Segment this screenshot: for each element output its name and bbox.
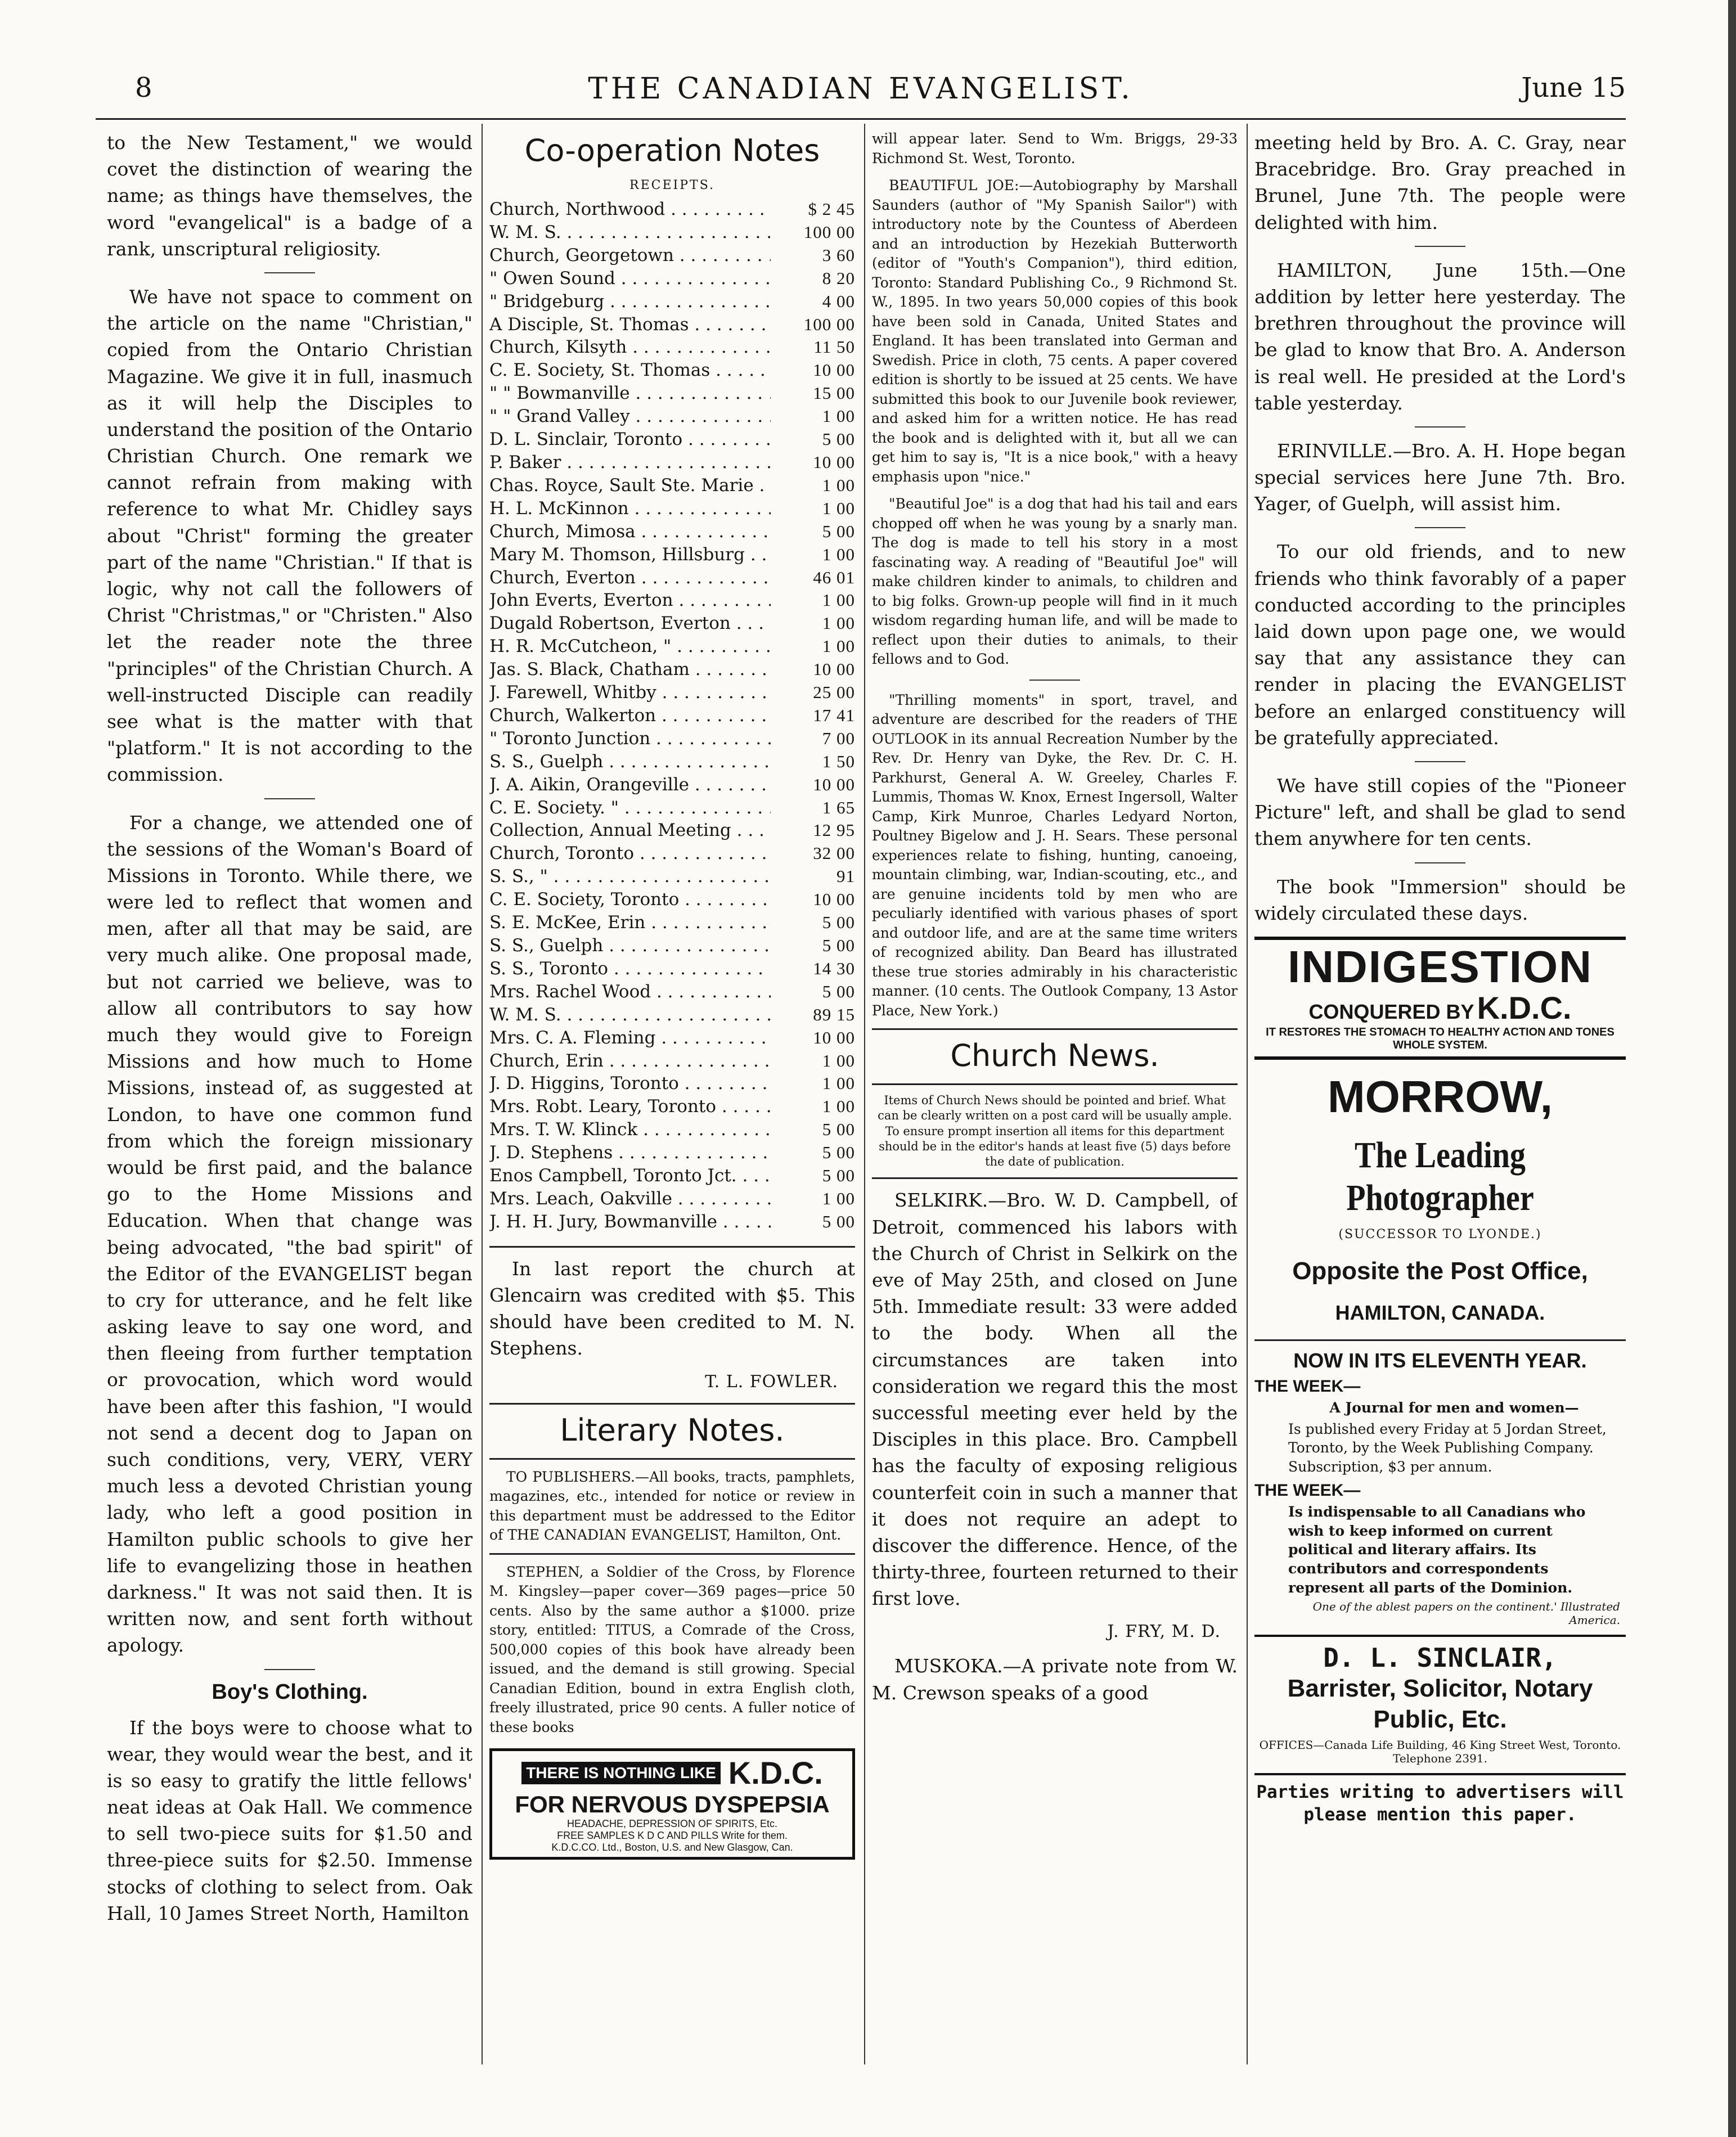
- sinclair-offices: OFFICES—Canada Life Building, 46 King Street West, Toronto. Telephone 2391.: [1259, 1738, 1621, 1765]
- indigestion-headline: INDIGESTION: [1287, 941, 1593, 992]
- kdc-ad-line: THERE IS NOTHING LIKE: [521, 1762, 721, 1784]
- receipt-name: Jas. S. Black, Chatham . . .: [489, 658, 771, 681]
- literary-notes-heading: Literary Notes.: [560, 1412, 785, 1448]
- sinclair-title: Barrister, Solicitor, Notary Public, Etc.: [1287, 1674, 1593, 1733]
- receipt-name: S. S., " . . .: [489, 865, 771, 888]
- receipt-name: S. S., Toronto . . .: [489, 957, 771, 980]
- receipt-name: " Bridgeburg . . .: [489, 290, 771, 313]
- kdc-ad-line: FOR NERVOUS DYSPEPSIA: [515, 1791, 830, 1818]
- receipt-amount: 4 00: [822, 291, 855, 311]
- editorial-paragraph: To our old friends, and to new friends who think favorably of a paper conducted according to the principles laid down upon page one, we would say that any assistance they can render in placing the EVANGELIST before an enlarged constituency will be gratefully appreciated.: [1254, 541, 1626, 749]
- receipt-amount: 17 41: [813, 705, 855, 725]
- divider-rule: [264, 272, 315, 273]
- receipt-amount: 5 00: [822, 981, 855, 1001]
- receipt-row: [489, 405, 855, 428]
- receipt-name: A Disciple, St. Thomas . . .: [489, 313, 771, 336]
- week-label: THE WEEK—: [1254, 1376, 1361, 1396]
- receipt-row: [489, 359, 855, 382]
- receipt-row: [489, 980, 855, 1004]
- receipt-name: Collection, Annual Meeting . . .: [489, 819, 771, 842]
- receipt-amount: 100 00: [803, 314, 855, 334]
- receipt-amount: 1 00: [822, 590, 855, 610]
- receipt-row: [489, 290, 855, 313]
- receipt-row: [489, 313, 855, 336]
- receipt-row: [489, 1027, 855, 1050]
- receipt-amount: 3 60: [822, 245, 855, 265]
- receipt-row: [489, 957, 855, 980]
- receipt-name: Mrs. Leach, Oakville . . .: [489, 1187, 771, 1211]
- receipt-row: [489, 1187, 855, 1211]
- receipt-name: Mrs. C. A. Fleming . . .: [489, 1027, 771, 1050]
- receipt-name: J. D. Higgins, Toronto . . .: [489, 1072, 771, 1095]
- church-news-signature: J. FRY, M. D.: [1107, 1622, 1221, 1642]
- divider-rule: [264, 1669, 315, 1670]
- receipt-row: [489, 382, 855, 405]
- page-title: THE CANADIAN EVANGELIST.: [588, 72, 1134, 106]
- receipt-name: " " Grand Valley . . .: [489, 405, 771, 428]
- church-news-item: ERINVILLE.—Bro. A. H. Hope began special services here June 7th. Bro. Yager, of Guelph, will assist him.: [1254, 439, 1626, 515]
- divider-rule: [1029, 680, 1080, 681]
- receipt-row: [489, 1118, 855, 1141]
- the-week-advertisement: [1254, 1349, 1626, 1627]
- week-text: Is published every Friday at 5 Jordan Street, Toronto, by the Week Publishing Company. Subscription, $3 per annum.: [1288, 1420, 1607, 1475]
- receipt-name: Church, Northwood . . .: [489, 198, 771, 221]
- receipt-row: [489, 543, 855, 566]
- receipt-name: C. E. Society, Toronto . . .: [489, 888, 771, 911]
- receipt-row: [489, 865, 855, 888]
- article-paragraph: For a change, we attended one of the sessions of the Woman's Board of Missions in Toronto. While there, we were led to reflect that women and men, after all that may be said, are very much alike. One proposal made, but not carried we believe, was to allow all contributors to say how much they would give to Foreign Missions and how much to Home Missions, instead of, as suggested at London, to have one common fund from which the foreign missionary would be first paid, and the balance go to the Home Missions and Education. When that change was being advocated, "the bad spirit" of the Editor of the EVANGELIST began to cry for utterance, and he felt like asking leave to say one word, and then fleeing from further temptation or provocation, which word would have been after this fashion, "I would not send a decent dog to Japan on such conditions, very, VERY, VERY much less a devoted Christian young lady, who left a good position in Hamilton public schools to give her life to evangelizing those in heathen darkness." It was not said then. It is written now, and sent forth without apology.: [107, 811, 473, 1657]
- receipt-amount: 1 00: [822, 636, 855, 656]
- church-news-notice: Items of Church News should be pointed and brief. What can be clearly written on a post card will be usually ample. To ensure prompt insertion all items for this department should be in the editor's hands at least five (5) days before the date of publication.: [878, 1094, 1232, 1169]
- receipt-name: Mary M. Thomson, Hillsburg . . .: [489, 543, 771, 566]
- receipt-row: [489, 497, 855, 520]
- receipt-amount: 5 00: [822, 1166, 855, 1186]
- receipt-name: C. E. Society. " . . .: [489, 797, 771, 820]
- receipt-amount: 1 00: [822, 475, 855, 495]
- week-quote: One of the ablest papers on the continent.' Illustrated America.: [1312, 1599, 1620, 1627]
- church-news-heading: Church News.: [950, 1038, 1159, 1073]
- receipt-name: Church, Mimosa . . .: [489, 520, 771, 543]
- week-headline: NOW IN ITS ELEVENTH YEAR.: [1293, 1348, 1587, 1372]
- church-news-item: MUSKOKA.—A private note from W. M. Crewson speaks of a good: [872, 1655, 1238, 1704]
- divider-rule: [1415, 862, 1465, 863]
- receipt-row: [489, 911, 855, 934]
- indigestion-advertisement: [1254, 937, 1626, 1060]
- receipt-amount: 5 00: [822, 429, 855, 449]
- receipt-name: H. L. McKinnon . . .: [489, 497, 771, 520]
- kdc-ad-line: K.D.C.CO. Ltd., Boston, U.S. and New Glasgow, Can.: [551, 1842, 793, 1853]
- article-paragraph: If the boys were to choose what to wear, they would wear the best, and it is so easy to gratify the little fellows' neat ideas at Oak Hall. We commence to sell two-piece suits for $1.50 and three-piece suits for $2.50. Immense stocks of clothing to select from. Oak Hall, 10 James Street North, Hamilton: [107, 1716, 473, 1924]
- receipt-row: [489, 773, 855, 797]
- receipt-row: [489, 198, 855, 221]
- divider-rule: [264, 798, 315, 799]
- receipt-name: Church, Walkerton . . .: [489, 704, 771, 727]
- week-label: THE WEEK—: [1254, 1481, 1361, 1500]
- receipt-row: [489, 1050, 855, 1073]
- column-2: [489, 129, 855, 1860]
- cooperation-notes-heading: Co-operation Notes: [524, 133, 820, 168]
- cooperation-note: In last report the church at Glencairn was credited with $5. This should have been credited to M. N. Stephens.: [489, 1257, 855, 1360]
- receipt-name: " Toronto Junction . . .: [489, 727, 771, 750]
- kdc-advertisement: [489, 1748, 855, 1860]
- receipt-row: [489, 750, 855, 773]
- column-divider: [864, 124, 865, 2064]
- receipt-row: [489, 1141, 855, 1164]
- receipt-amount: 12 95: [813, 820, 855, 840]
- receipt-name: Mrs. Rachel Wood . . .: [489, 980, 771, 1004]
- receipt-amount: 7 00: [822, 728, 855, 748]
- morrow-city: HAMILTON, CANADA.: [1335, 1301, 1545, 1324]
- receipt-amount: 5 00: [822, 935, 855, 955]
- article-paragraph: to the New Testament," we would covet the distinction of wearing the name; as things have themselves, the word "evangelical" is a badge of a rank, unscriptural religiosity.: [107, 132, 473, 260]
- indigestion-tagline: IT RESTORES THE STOMACH TO HEALTHY ACTION AND TONES WHOLE SYSTEM.: [1266, 1025, 1614, 1051]
- receipt-name: Church, Erin . . .: [489, 1050, 771, 1073]
- editorial-paragraph: We have still copies of the "Pioneer Picture" left, and shall be glad to send them anywhere for ten cents.: [1254, 774, 1626, 850]
- receipt-amount: 5 00: [822, 912, 855, 933]
- divider-rule: [489, 1553, 855, 1555]
- page-number: 8: [135, 72, 152, 104]
- receipt-amount: 91: [836, 866, 855, 887]
- receipt-name: W. M. S. . . .: [489, 221, 771, 244]
- kdc-ad-line: FREE SAMPLES K D C AND PILLS Write for them.: [557, 1830, 788, 1842]
- receipt-amount: 1 00: [822, 1050, 855, 1070]
- sinclair-name: D. L. SINCLAIR,: [1323, 1642, 1557, 1673]
- literary-paragraph: will appear later. Send to Wm. Briggs, 29-33 Richmond St. West, Toronto.: [872, 131, 1238, 167]
- divider-rule: [872, 1083, 1238, 1085]
- receipt-row: [489, 336, 855, 359]
- receipt-row: [489, 267, 855, 290]
- receipts-label: RECEIPTS.: [629, 178, 715, 192]
- publishers-notice: TO PUBLISHERS.—All books, tracts, pamphlets, magazines, etc., intended for notice or review in this department must be addressed to the Editor of THE CANADIAN EVANGELIST, Hamilton, Ont.: [489, 1468, 855, 1544]
- receipts-list: [489, 198, 855, 1234]
- receipt-amount: 1 00: [822, 1188, 855, 1208]
- receipt-amount: 1 00: [822, 406, 855, 426]
- receipt-name: Church, Georgetown . . .: [489, 244, 771, 267]
- receipt-row: [489, 612, 855, 635]
- receipt-amount: 32 00: [813, 843, 855, 863]
- receipt-amount: 1 00: [822, 1096, 855, 1117]
- receipt-amount: 10 00: [813, 1027, 855, 1047]
- receipt-amount: 10 00: [813, 774, 855, 794]
- receipt-name: Chas. Royce, Sault Ste. Marie . . .: [489, 474, 771, 497]
- receipt-amount: 14 30: [813, 958, 855, 978]
- book-notice: STEPHEN, a Soldier of the Cross, by Florence M. Kingsley—paper cover—369 pages—price 50 cents. Also by the same author a $1000. prize story, entitled: TITUS, a Comrade of the Cross, 500,000 copies of this book have already been issued, and the demand is still growing. Special Canadian Edition, bound in extra English cloth, freely illustrated, price 90 cents. A fuller notice of these books: [489, 1563, 855, 1735]
- receipt-name: Church, Everton . . .: [489, 566, 771, 590]
- receipt-amount: 8 20: [822, 268, 855, 288]
- receipt-name: John Everts, Everton . . .: [489, 589, 771, 612]
- morrow-location: Opposite the Post Office,: [1292, 1257, 1588, 1285]
- divider-rule: [489, 1246, 855, 1248]
- receipt-amount: 5 00: [822, 1211, 855, 1231]
- morrow-tagline: The Leading Photographer: [1346, 1134, 1534, 1218]
- receipt-amount: 1 00: [822, 544, 855, 564]
- editorial-paragraph: The book "Immersion" should be widely circulated these days.: [1254, 875, 1626, 924]
- receipt-amount: 1 65: [822, 797, 855, 817]
- receipt-name: Dugald Robertson, Everton . . .: [489, 612, 771, 635]
- divider-rule: [1415, 761, 1465, 762]
- receipt-name: " Owen Sound . . .: [489, 267, 771, 290]
- receipt-row: [489, 797, 855, 820]
- divider-rule: [1415, 426, 1465, 428]
- receipt-row: [489, 474, 855, 497]
- receipt-amount: 5 00: [822, 1119, 855, 1140]
- newspaper-page: [96, 68, 1626, 2093]
- divider-rule: [489, 1403, 855, 1405]
- receipt-row: [489, 727, 855, 750]
- receipt-amount: 1 00: [822, 1073, 855, 1094]
- page-date: June 15: [1521, 72, 1626, 104]
- receipt-name: C. E. Society, St. Thomas . . .: [489, 359, 771, 382]
- receipt-amount: 10 00: [813, 360, 855, 380]
- indigestion-subline: CONQUERED BY: [1308, 1000, 1474, 1023]
- boys-clothing-heading: Boy's Clothing.: [212, 1680, 368, 1704]
- morrow-successor: (SUCCESSOR TO LYONDE.): [1338, 1227, 1542, 1241]
- church-news-item: SELKIRK.—Bro. W. D. Campbell, of Detroit, commenced his labors with the Church of Christ in Selkirk on the eve of May 25th, and closed on June 5th. Immediate result: 33 were added to the body. When all the circumstances are taken into consideration we regard this the most successful meeting ever held by the Disciples in this place. Bro. Campbell has the faculty of exposing religious counterfeit coin in such a manner that it does not require an adept to discover the difference. Hence, of the thirty-three, fourteen returned to their first love.: [872, 1189, 1238, 1610]
- receipt-amount: 10 00: [813, 659, 855, 680]
- kdc-brand: K.D.C.: [728, 1755, 823, 1791]
- week-text: Is indispensable to all Canadians who wish to keep informed on current political and literary affairs. Its contributors and correspondents represent all parts of the Dominion.: [1288, 1503, 1586, 1596]
- receipt-amount: 1 00: [822, 613, 855, 633]
- divider-rule: [1415, 527, 1465, 528]
- receipt-amount: 46 01: [813, 567, 855, 587]
- receipt-row: [489, 888, 855, 911]
- week-subtitle: A Journal for men and women—: [1329, 1399, 1579, 1416]
- receipt-row: [489, 1004, 855, 1027]
- receipt-row: [489, 428, 855, 451]
- divider-rule: [489, 1458, 855, 1460]
- receipt-row: [489, 244, 855, 267]
- receipt-name: Church, Kilsyth . . .: [489, 336, 771, 359]
- advertisers-notice: Parties writing to advertisers will please mention this paper.: [1254, 1773, 1626, 1826]
- receipt-name: " " Bowmanville . . .: [489, 382, 771, 405]
- receipt-row: [489, 704, 855, 727]
- receipt-amount: 5 00: [822, 1142, 855, 1163]
- receipt-amount: 100 00: [803, 222, 855, 242]
- scan-edge: [1728, 0, 1736, 2137]
- receipt-row: [489, 1095, 855, 1118]
- cooperation-signature: T. L. FOWLER.: [705, 1371, 838, 1392]
- receipt-amount: 10 00: [813, 889, 855, 910]
- receipt-row: [489, 842, 855, 865]
- receipt-row: [489, 1211, 855, 1234]
- receipt-amount: 11 50: [813, 337, 855, 357]
- receipt-name: Mrs. T. W. Klinck . . .: [489, 1118, 771, 1141]
- receipt-name: Enos Campbell, Toronto Jct. . . .: [489, 1164, 771, 1187]
- receipt-name: W. M. S. . . .: [489, 1004, 771, 1027]
- article-paragraph: We have not space to comment on the article on the name "Christian," copied from the Ontario Christian Magazine. We give it in full, inasmuch as it will help the Disciples to understand the position of the Ontario Christian Church. One remark we cannot refrain from making with reference to what Mr. Chidley says about "Christ" forming the greater part of the name "Christian." If that is logic, why not call the followers of Christ "Christmas," or "Christen." Also let the reader note the three "principles" of the Christian Church. A well-instructed Disciple can readily see what is the matter with that "platform." It is not according to the commission.: [107, 285, 473, 786]
- receipt-row: [489, 1164, 855, 1187]
- divider-rule: [872, 1177, 1238, 1179]
- column-4: [1254, 129, 1626, 1826]
- church-news-item: meeting held by Bro. A. C. Gray, near Bracebridge. Bro. Gray preached in Brunel, June 7th. The people were delighted with him.: [1254, 132, 1626, 233]
- receipt-amount: $ 2 45: [808, 199, 855, 219]
- morrow-advertisement: [1254, 1071, 1626, 1325]
- receipt-row: [489, 589, 855, 612]
- receipt-row: [489, 221, 855, 244]
- receipt-name: J. D. Stephens . . .: [489, 1141, 771, 1164]
- receipt-amount: 1 50: [822, 751, 855, 771]
- receipt-name: S. E. McKee, Erin . . .: [489, 911, 771, 934]
- divider-rule: [1254, 1339, 1626, 1341]
- church-news-item: HAMILTON, June 15th.—One addition by letter here yesterday. The brethren throughout the province will be glad to know that Bro. A. Anderson is real well. He presided at the Lord's table yesterday.: [1254, 259, 1626, 414]
- literary-paragraph: BEAUTIFUL JOE:—Autobiography by Marshall Saunders (author of "My Spanish Sailor") with introductory note by the Countess of Aberdeen and an introduction by Hezekiah Butterworth (editor of "Youth's Companion"), third edition, Toronto: Standard Publishing Co., 9 Richmond St. W., 1895. In two years 50,000 copies of this book have been sold in Canada, United States and England. It has been translated into German and Swedish. Price in cloth, 75 cents. A paper covered edition is shortly to be issued at 25 cents. We have submitted this book to our Juvenile book reviewer, and asked him for a written notice. He has read the book and is delighted with it, but all we can get him to say is, "It is a nice book," with a heavy emphasis upon "nice.": [872, 177, 1238, 485]
- receipt-amount: 5 00: [822, 521, 855, 541]
- receipt-row: [489, 658, 855, 681]
- receipt-row: [489, 635, 855, 658]
- column-3: [872, 129, 1238, 1716]
- receipt-name: D. L. Sinclair, Toronto . . .: [489, 428, 771, 451]
- receipt-name: J. H. H. Jury, Bowmanville . . .: [489, 1211, 771, 1234]
- kdc-ad-line: HEADACHE, DEPRESSION OF SPIRITS, Etc.: [566, 1818, 778, 1830]
- receipt-row: [489, 566, 855, 590]
- morrow-name: MORROW,: [1328, 1071, 1553, 1122]
- receipt-row: [489, 681, 855, 704]
- receipt-name: J. A. Aikin, Orangeville . . .: [489, 773, 771, 797]
- literary-paragraph: "Thrilling moments" in sport, travel, and adventure are described for the readers of THE OUTLOOK in its annual Recreation Number by the Rev. Dr. Henry van Dyke, the Rev. Dr. C. H. Parkhurst, General A. W. Greeley, Charles F. Lummis, Thomas W. Knox, Ernest Ingersoll, Walter Camp, Kirk Munroe, Charles Ledyard Norton, Poultney Bigelow and J. H. Sears. These personal experiences relate to fishing, hunting, canoeing, mountain climbing, war, Indian-scouting, etc., and are genuine incidents told by men who are peculiarly identified with various phases of sport and outdoor life, and are at the same time writers of recognized ability. Dan Beard has illustrated these true stories admirably in his characteristic manner. (10 cents. The Outlook Company, 13 Astor Place, New York.): [872, 691, 1238, 1019]
- kdc-brand: K.D.C.: [1477, 989, 1572, 1025]
- receipt-amount: 89 15: [813, 1004, 855, 1024]
- receipt-row: [489, 819, 855, 842]
- receipt-name: S. S., Guelph . . .: [489, 750, 771, 773]
- receipt-amount: 25 00: [813, 682, 855, 703]
- receipt-row: [489, 1072, 855, 1095]
- column-divider: [482, 124, 483, 2064]
- column-divider: [1247, 124, 1248, 2064]
- receipt-amount: 10 00: [813, 452, 855, 472]
- receipt-row: [489, 520, 855, 543]
- receipt-name: Church, Toronto . . .: [489, 842, 771, 865]
- receipt-row: [489, 451, 855, 474]
- column-1: [107, 129, 473, 1937]
- receipt-name: J. Farewell, Whitby . . .: [489, 681, 771, 704]
- receipt-row: [489, 934, 855, 957]
- receipt-name: P. Baker . . .: [489, 451, 771, 474]
- literary-paragraph: "Beautiful Joe" is a dog that had his tail and ears chopped off when he was young by a snarly man. The dog is made to tell his story in a most fascinating way. A reading of "Beautiful Joe" will make children kinder to animals, to children and to big folks. Grown-up people will find in it much wisdom regarding human life, and will be made to reflect upon their duties to animals, to their fellows and to God.: [872, 496, 1238, 667]
- divider-rule: [872, 1028, 1238, 1030]
- page-header: [96, 68, 1626, 120]
- receipt-name: S. S., Guelph . . .: [489, 934, 771, 957]
- divider-rule: [1415, 246, 1465, 247]
- receipt-amount: 1 00: [822, 498, 855, 518]
- receipt-name: Mrs. Robt. Leary, Toronto . . .: [489, 1095, 771, 1118]
- receipt-name: H. R. McCutcheon, " . . .: [489, 635, 771, 658]
- sinclair-advertisement: [1254, 1635, 1626, 1765]
- receipt-amount: 15 00: [813, 383, 855, 403]
